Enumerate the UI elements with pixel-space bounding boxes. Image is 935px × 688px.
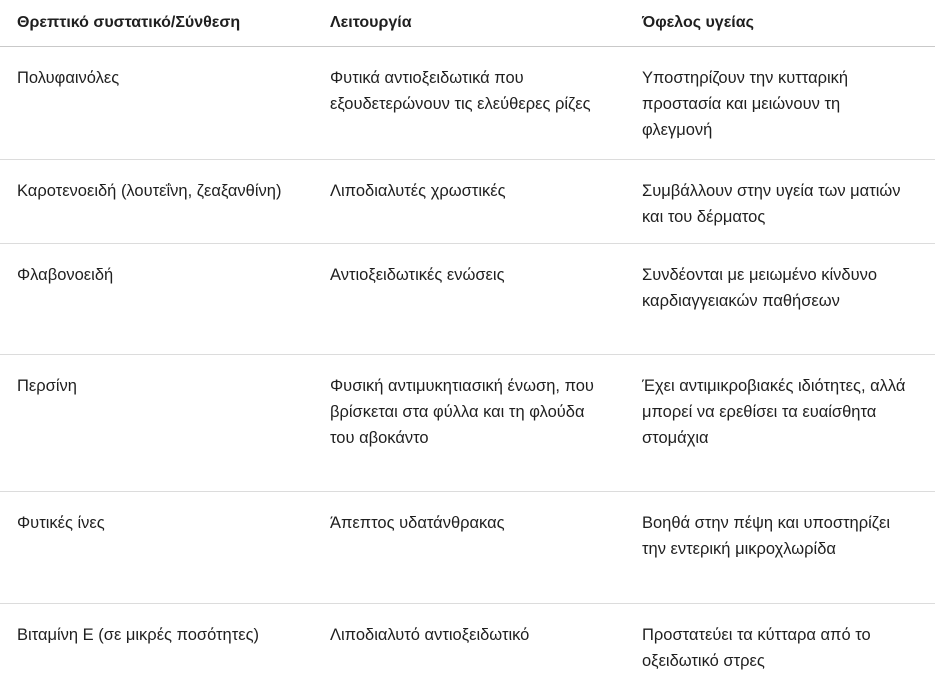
cell-text: Φλαβονοειδή	[17, 266, 114, 284]
cell-benefit	[625, 355, 935, 492]
table-row	[0, 244, 935, 355]
cell-function	[313, 604, 625, 688]
cell-text: Πολυφαινόλες	[17, 69, 120, 87]
cell-benefit	[625, 160, 935, 244]
table-row	[0, 492, 935, 604]
cell-nutrient	[0, 355, 313, 492]
cell-benefit	[625, 47, 935, 160]
cell-text: Φυτικά αντιοξειδωτικά που εξουδετερώνουν τις ελεύθερες ρίζες	[330, 69, 591, 113]
cell-text: Άπεπτος υδατάνθρακας	[330, 514, 505, 532]
cell-text: Βιταμίνη Ε (σε μικρές ποσότητες)	[17, 626, 260, 644]
cell-text: Έχει αντιμικροβιακές ιδιότητες, αλλά μπορεί να ερεθίσει τα ευαίσθητα στομάχια	[642, 377, 906, 447]
cell-nutrient	[0, 244, 313, 355]
cell-nutrient	[0, 160, 313, 244]
cell-text: Υποστηρίζουν την κυτταρική προστασία και μειώνουν τη φλεγμονή	[642, 69, 849, 139]
cell-text: Φυτικές ίνες	[17, 514, 105, 532]
cell-function	[313, 160, 625, 244]
header-nutrient: Θρεπτικό συστατικό/Σύνθεση	[0, 0, 313, 47]
cell-benefit	[625, 244, 935, 355]
table-row	[0, 355, 935, 492]
table-row	[0, 604, 935, 688]
cell-text: Λιποδιαλυτές χρωστικές	[330, 182, 506, 200]
cell-nutrient	[0, 604, 313, 688]
cell-function	[313, 492, 625, 604]
table-row	[0, 160, 935, 244]
cell-text: Προστατεύει τα κύτταρα από το οξειδωτικό στρες	[642, 626, 871, 670]
cell-text: Συνδέονται με μειωμένο κίνδυνο καρδιαγγειακών παθήσεων	[642, 266, 878, 310]
table-header-row	[0, 0, 935, 47]
cell-nutrient	[0, 492, 313, 604]
cell-text: Βοηθά στην πέψη και υποστηρίζει την εντερική μικροχλωρίδα	[642, 514, 891, 558]
cell-benefit	[625, 604, 935, 688]
cell-function	[313, 47, 625, 160]
cell-text: Αντιοξειδωτικές ενώσεις	[330, 266, 505, 284]
cell-nutrient	[0, 47, 313, 160]
cell-text: Φυσική αντιμυκητιασική ένωση, που βρίσκεται στα φύλλα και τη φλούδα του αβοκάντο	[330, 377, 594, 447]
cell-text: Συμβάλλουν στην υγεία των ματιών και του δέρματος	[642, 182, 901, 226]
table-row	[0, 47, 935, 160]
cell-function	[313, 244, 625, 355]
cell-text: Λιποδιαλυτό αντιοξειδωτικό	[330, 626, 530, 644]
header-health-benefit: Όφελος υγείας	[625, 0, 935, 47]
cell-benefit	[625, 492, 935, 604]
header-function: Λειτουργία	[313, 0, 625, 47]
cell-text: Καροτενοειδή (λουτεΐνη, ζεαξανθίνη)	[17, 182, 282, 200]
cell-text: Περσίνη	[17, 377, 77, 395]
cell-function	[313, 355, 625, 492]
